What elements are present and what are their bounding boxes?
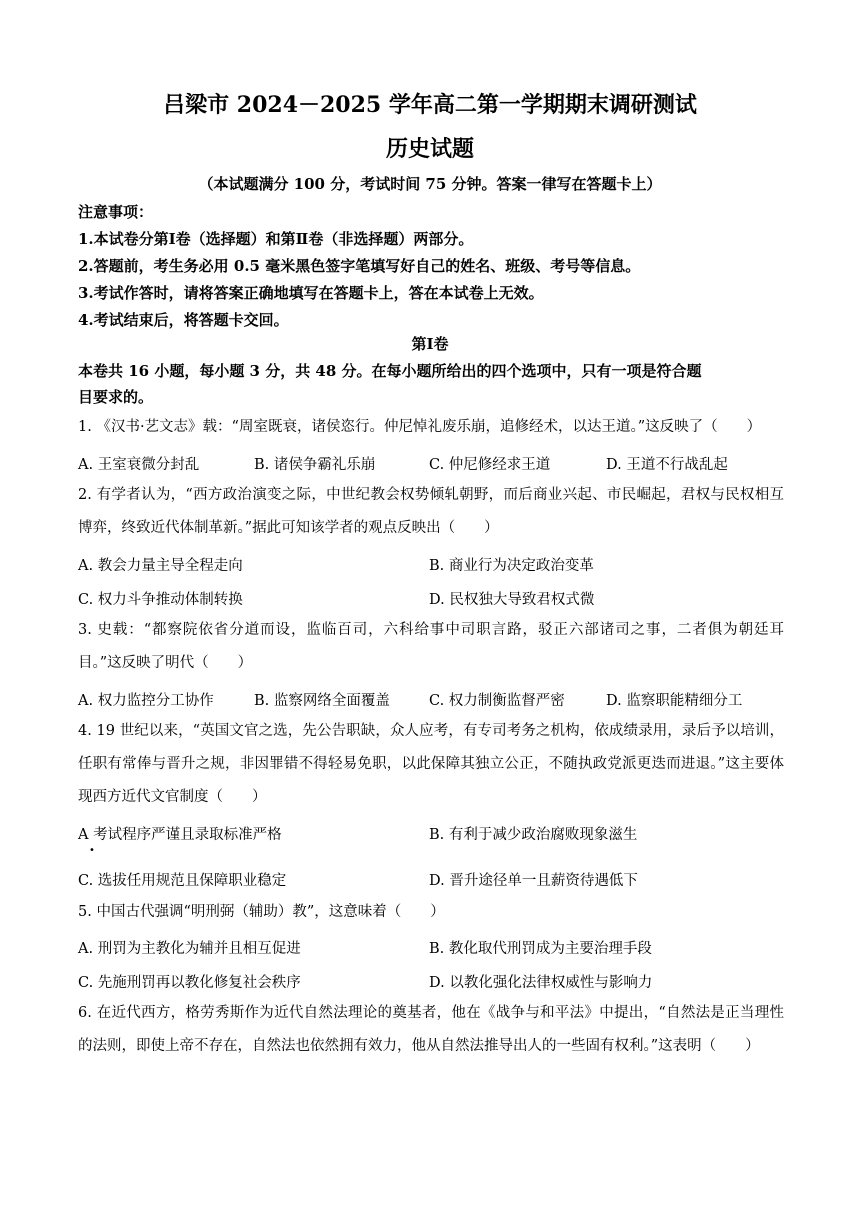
notice-item: 1.本试卷分第Ⅰ卷（选择题）和第Ⅱ卷（非选择题）两部分。 <box>78 230 474 248</box>
question-2-option-d[interactable]: D. 民权独大导致君权式微 <box>429 592 595 608</box>
stray-dot-mark: • <box>89 845 95 856</box>
notice-heading: 注意事项： <box>78 203 154 221</box>
question-2-stem: 2. 有学者认为，“西方政治演变之际，中世纪教会权势倾轧朝野，而后商业兴起、市民崛起，君权与民权相互博弈，终致近代体制革新。”据此可知该学者的观点反映出（ ） <box>78 487 784 536</box>
question-1-option-b[interactable]: B. 诸侯争霸礼乐崩 <box>254 457 376 473</box>
question-3-option-a[interactable]: A. 权力监控分工协作 <box>78 693 214 709</box>
question-4-option-c[interactable]: C. 选拔任用规范且保障职业稳定 <box>78 873 287 889</box>
exam-note: （本试题满分 100 分，考试时间 75 分钟。答案一律写在答题卡上） <box>198 175 662 193</box>
section-intro-line1: 本卷共 16 小题，每小题 3 分，共 48 分。在每小题所给出的四个选项中，只有一项是符合题 <box>78 362 702 380</box>
question-6-stem: 6. 在近代西方，格劳秀斯作为近代自然法理论的奠基者，他在《战争与和平法》中提出，“自然法是正当理性的法则，即使上帝不存在，自然法也依然拥有效力，他从自然法推导出人的一些固有权利。”这表明（ ） <box>78 1005 784 1054</box>
question-4-option-d[interactable]: D. 晋升途径单一且薪资待遇低下 <box>429 873 638 889</box>
question-3-option-d[interactable]: D. 监察职能精细分工 <box>606 693 743 709</box>
question-2-option-b[interactable]: B. 商业行为决定政治变革 <box>429 558 594 574</box>
question-5-option-c[interactable]: C. 先施刑罚再以教化修复社会秩序 <box>78 975 301 991</box>
subject-title: 历史试题 <box>385 136 474 162</box>
section-title: 第Ⅰ卷 <box>411 335 449 353</box>
question-5-stem: 5. 中国古代强调“明刑弼（辅助）教”，这意味着（ ） <box>78 904 445 920</box>
question-1-option-d[interactable]: D. 王道不行战乱起 <box>606 457 728 473</box>
question-4-option-a[interactable]: A 考试程序严谨且录取标准严格 <box>78 827 282 843</box>
question-5-option-a[interactable]: A. 刑罚为主教化为辅并且相互促进 <box>78 941 301 957</box>
question-4-stem: 4. 19 世纪以来，“英国文官之选，先公告职缺，众人应考，有专司考务之机构，依成绩录用，录后予以培训，任职有常俸与晋升之规，非因罪错不得轻易免职，以此保障其独立公正，不随执政党派更迭而进退。”这主要体现西方近代文官制度（ ） <box>78 723 784 805</box>
question-5-option-d[interactable]: D. 以教化强化法律权威性与影响力 <box>429 975 653 991</box>
question-5-option-b[interactable]: B. 教化取代刑罚成为主要治理手段 <box>429 941 652 957</box>
notice-item: 2.答题前，考生务必用 0.5 毫米黑色签字笔填写好自己的姓名、班级、考号等信息。 <box>78 257 641 275</box>
exam-title: 吕梁市 2024－2025 学年高二第一学期期末调研测试 <box>163 92 697 118</box>
notice-item: 3.考试作答时，请将答案正确地填写在答题卡上，答在本试卷上无效。 <box>78 284 544 302</box>
section-intro-line2: 目要求的。 <box>78 388 154 406</box>
question-3-option-c[interactable]: C. 权力制衡监督严密 <box>429 693 565 709</box>
question-4-option-b[interactable]: B. 有利于减少政治腐败现象滋生 <box>429 827 638 843</box>
question-3-stem: 3. 史载：“都察院依省分道而设，监临百司，六科给事中司职言路，驳正六部诸司之事，二者俱为朝廷耳目。”这反映了明代（ ） <box>78 622 784 671</box>
question-1-stem: 1. 《汉书·艺文志》载：“周室既衰，诸侯恣行。仲尼悼礼废乐崩，追修经术，以达王道。”这反映了（ ） <box>78 419 762 435</box>
question-2-option-c[interactable]: C. 权力斗争推动体制转换 <box>78 592 243 608</box>
notice-item: 4.考试结束后，将答题卡交回。 <box>78 311 289 329</box>
question-2-option-a[interactable]: A. 教会力量主导全程走向 <box>78 558 243 574</box>
question-3-option-b[interactable]: B. 监察网络全面覆盖 <box>254 693 390 709</box>
question-1-option-c[interactable]: C. 仲尼修经求王道 <box>429 457 551 473</box>
question-1-option-a[interactable]: A. 王室衰微分封乱 <box>78 457 200 473</box>
